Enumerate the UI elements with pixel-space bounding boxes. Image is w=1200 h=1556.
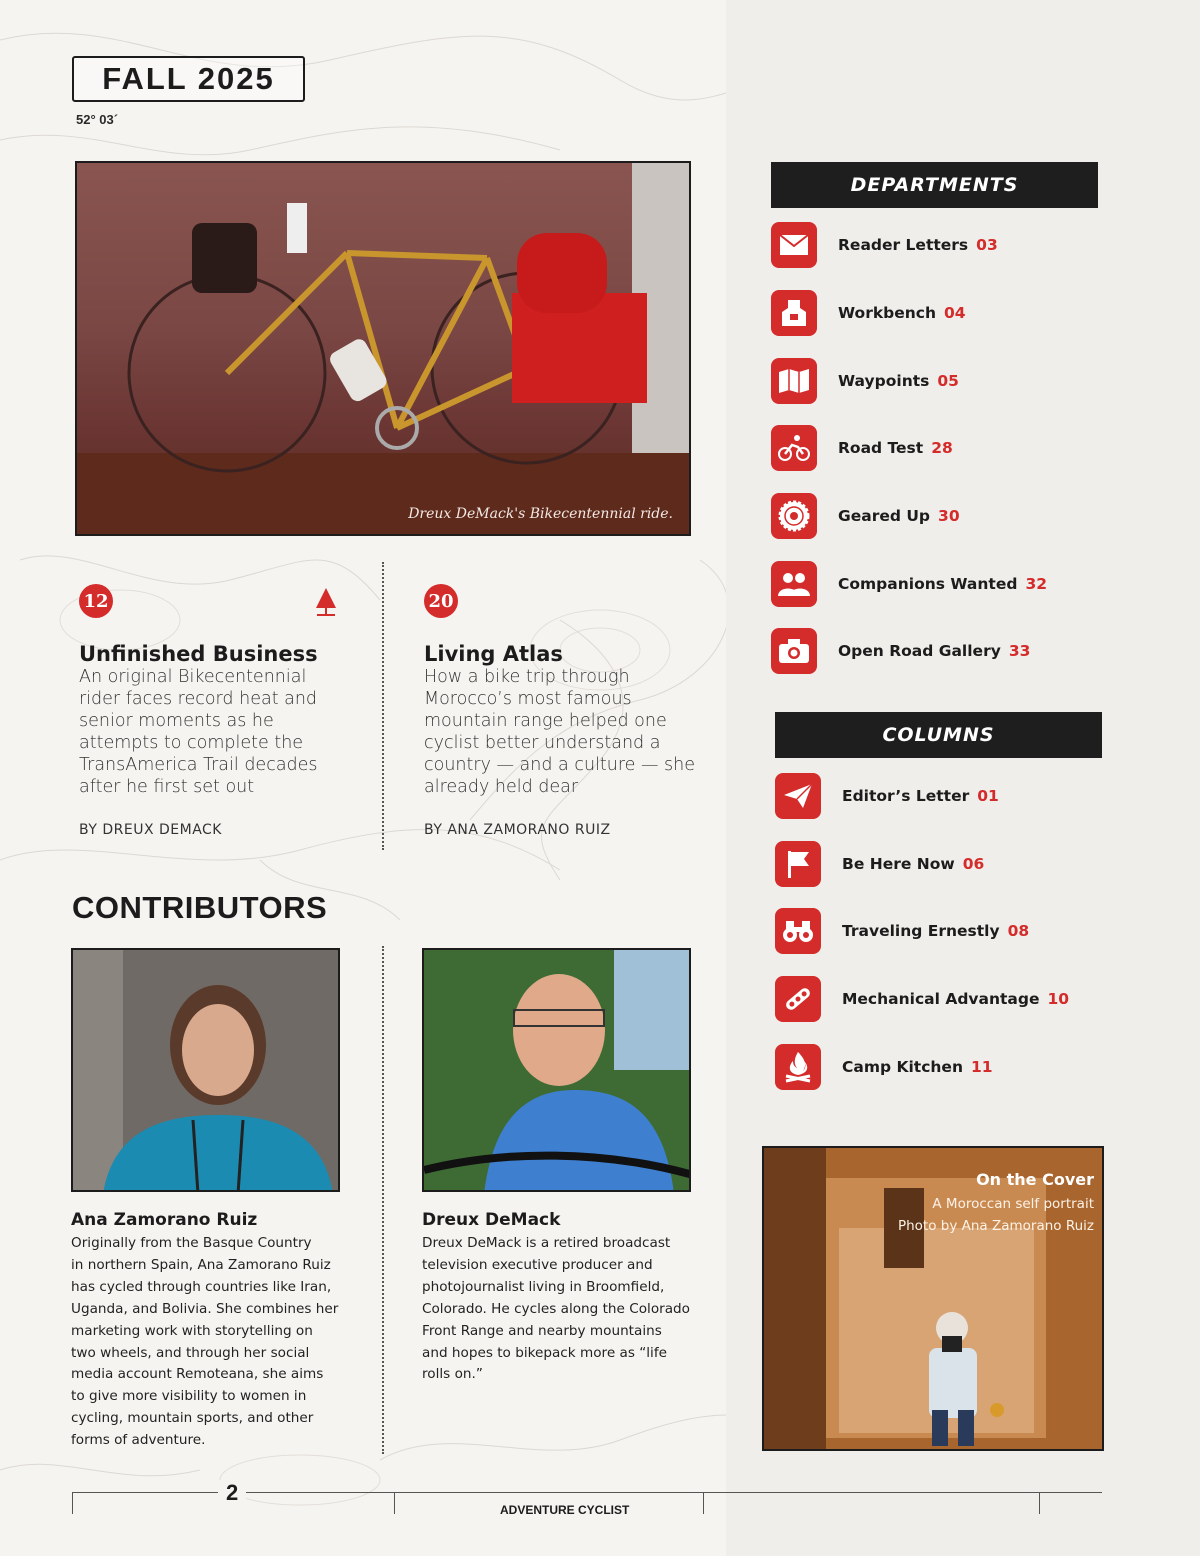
toc-page: 03 bbox=[976, 236, 998, 254]
toc-label: Workbench bbox=[838, 304, 937, 322]
magazine-name: ADVENTURE CYCLIST bbox=[500, 1503, 630, 1517]
toc-page: 33 bbox=[1008, 642, 1031, 660]
people-icon bbox=[771, 561, 817, 607]
contributor-name: Ana Zamorano Ruiz bbox=[71, 1210, 258, 1230]
columns-heading: COLUMNS bbox=[775, 712, 1102, 758]
contributor-dreux bbox=[422, 948, 692, 1386]
contributors-heading: CONTRIBUTORS bbox=[72, 890, 328, 925]
toc-workbench[interactable] bbox=[771, 290, 966, 336]
toc-companions-wanted[interactable] bbox=[771, 561, 1047, 607]
bio-line: two wheels, and through her social bbox=[71, 1344, 310, 1361]
contributor-bio bbox=[71, 1233, 341, 1452]
page-badge: 20 bbox=[424, 584, 458, 618]
toc-page: 10 bbox=[1047, 990, 1070, 1008]
page-number: 2 bbox=[218, 1480, 246, 1506]
toc-be-here-now[interactable] bbox=[775, 841, 984, 887]
toc-camp-kitchen[interactable] bbox=[775, 1044, 993, 1090]
footer-tick bbox=[1039, 1492, 1040, 1514]
toc-page: 32 bbox=[1025, 575, 1048, 593]
hero-caption: Dreux DeMack's Bikecentennial ride. bbox=[408, 506, 673, 522]
toc-road-test[interactable] bbox=[771, 425, 953, 471]
bio-line: marketing work with storytelling on bbox=[71, 1322, 313, 1339]
toc-label: Camp Kitchen bbox=[842, 1058, 963, 1076]
toc-label: Companions Wanted bbox=[838, 575, 1018, 593]
toc-label: Mechanical Advantage bbox=[842, 990, 1040, 1008]
feature-title: Unfinished Business bbox=[79, 642, 318, 666]
bio-line: in northern Spain, Ana Zamorano Ruiz bbox=[71, 1256, 331, 1273]
toc-label: Editor’s Letter bbox=[842, 787, 970, 805]
contributors-divider bbox=[382, 946, 384, 1454]
camera-icon bbox=[771, 628, 817, 674]
hero-photo bbox=[75, 161, 691, 536]
toc-page: 04 bbox=[944, 304, 966, 322]
toc-page: 05 bbox=[937, 372, 959, 390]
departments-heading: DEPARTMENTS bbox=[771, 162, 1098, 208]
bio-line: forms of adventure. bbox=[71, 1432, 206, 1449]
toc-label: Waypoints bbox=[838, 372, 930, 390]
tree-icon bbox=[315, 586, 337, 618]
toc-label: Geared Up bbox=[838, 507, 931, 525]
feature-description: An original Bikecentennial rider faces record heat and senior moments as he attempts to complete the TransAmerica Trail decades after he first set out bbox=[79, 667, 318, 797]
contributor-photo bbox=[71, 948, 340, 1192]
toc-page: 08 bbox=[1007, 922, 1030, 940]
feature-living-atlas[interactable] bbox=[424, 584, 724, 838]
contributor-ana bbox=[71, 948, 341, 1452]
paper-plane-icon bbox=[775, 773, 821, 819]
bio-line: Uganda, and Bolivia. She combines her bbox=[71, 1300, 339, 1317]
toc-waypoints[interactable] bbox=[771, 358, 959, 404]
toc-mechanical-advantage[interactable] bbox=[775, 976, 1069, 1022]
cover-title: On the Cover bbox=[976, 1170, 1094, 1189]
page-badge: 12 bbox=[79, 584, 113, 618]
cover-photo[interactable] bbox=[762, 1146, 1104, 1451]
coordinates: 52° 03´ bbox=[76, 112, 119, 127]
toc-label: Reader Letters bbox=[838, 236, 969, 254]
map-icon bbox=[771, 358, 817, 404]
contributor-name: Dreux DeMack bbox=[422, 1210, 561, 1230]
feature-unfinished-business[interactable] bbox=[79, 584, 379, 838]
toc-label: Traveling Ernestly bbox=[842, 922, 1000, 940]
toc-geared-up[interactable] bbox=[771, 493, 960, 539]
cyclist-icon bbox=[771, 425, 817, 471]
toc-page: 01 bbox=[977, 787, 999, 805]
toc-label: Be Here Now bbox=[842, 855, 955, 873]
chain-icon bbox=[775, 976, 821, 1022]
feature-byline: BY DREUX DEMACK bbox=[79, 822, 222, 838]
contributor-photo bbox=[422, 948, 691, 1192]
contributor-bio bbox=[422, 1233, 692, 1386]
binoculars-icon bbox=[775, 908, 821, 954]
cover-illustration bbox=[764, 1148, 1104, 1451]
toc-editors-letter[interactable] bbox=[775, 773, 999, 819]
bio-line: television executive producer and bbox=[422, 1256, 653, 1273]
campfire-icon bbox=[775, 1044, 821, 1090]
toc-label: Open Road Gallery bbox=[838, 642, 1001, 660]
footer-tick bbox=[703, 1492, 704, 1514]
bio-line: rolls on.” bbox=[422, 1366, 483, 1383]
cover-credit: Photo by Ana Zamorano Ruiz bbox=[897, 1218, 1094, 1234]
toc-page: 06 bbox=[962, 855, 985, 873]
bio-line: to give more visibility to women in bbox=[71, 1388, 307, 1405]
issue-label: FALL 2025 bbox=[72, 56, 305, 102]
toc-page: 28 bbox=[931, 439, 953, 457]
feature-description: How a bike trip through Morocco’s most famous mountain range helped one cyclist better understand a country — and a culture — she already held dear bbox=[424, 667, 696, 797]
bio-line: media account Remoteana, she aims bbox=[71, 1366, 324, 1383]
apron-icon bbox=[771, 290, 817, 336]
toc-open-road-gallery[interactable] bbox=[771, 628, 1030, 674]
bio-line: Originally from the Basque Country bbox=[71, 1235, 312, 1251]
envelope-icon bbox=[771, 222, 817, 268]
bio-line: Colorado. He cycles along the Colorado bbox=[422, 1300, 690, 1317]
bio-line: Front Range and nearby mountains bbox=[422, 1322, 662, 1339]
bio-line: and hopes to bikepack more as “life bbox=[422, 1344, 667, 1361]
cassette-icon bbox=[771, 493, 817, 539]
bio-line: Dreux DeMack is a retired broadcast bbox=[422, 1235, 671, 1251]
toc-page: 11 bbox=[970, 1058, 993, 1076]
toc-page: 30 bbox=[938, 507, 960, 525]
bio-line: cycling, mountain sports, and other bbox=[71, 1410, 314, 1427]
bio-line: photojournalist living in Broomfield, bbox=[422, 1278, 665, 1295]
column-divider bbox=[382, 562, 384, 850]
bio-line: has cycled through countries like Iran, bbox=[71, 1278, 332, 1295]
footer-tick bbox=[394, 1492, 395, 1514]
flag-icon bbox=[775, 841, 821, 887]
feature-title: Living Atlas bbox=[424, 642, 563, 666]
feature-byline: BY ANA ZAMORANO RUIZ bbox=[424, 822, 611, 838]
toc-reader-letters[interactable] bbox=[771, 222, 998, 268]
cover-subtitle: A Moroccan self portrait bbox=[932, 1196, 1094, 1212]
bicycle-illustration bbox=[77, 163, 691, 536]
toc-label: Road Test bbox=[838, 439, 924, 457]
toc-traveling-ernestly[interactable] bbox=[775, 908, 1029, 954]
footer-tick bbox=[72, 1492, 73, 1514]
